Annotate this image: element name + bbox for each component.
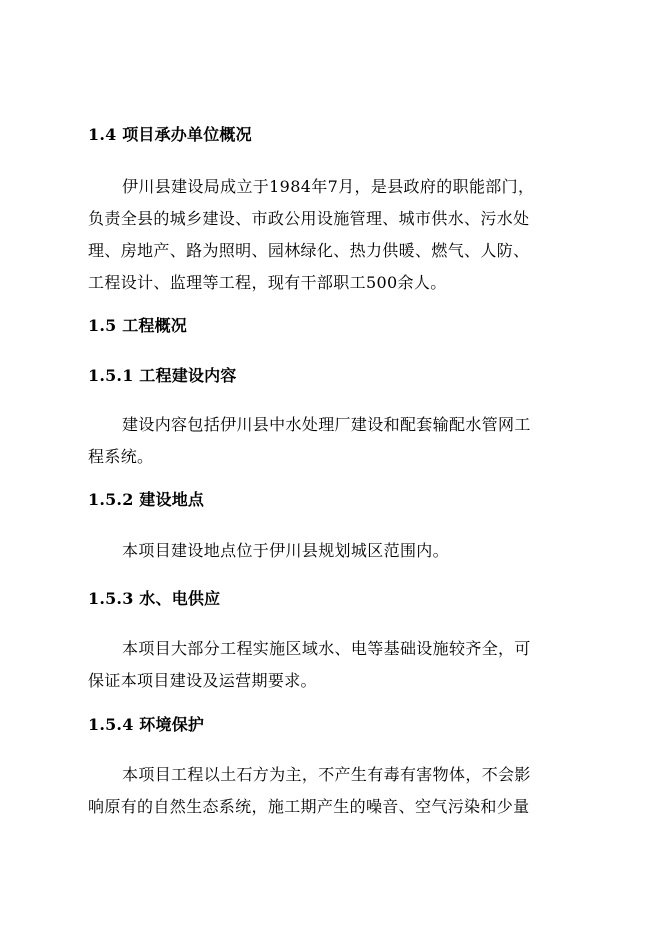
section-heading-1-5: 1.5 工程概况 bbox=[88, 316, 188, 335]
paragraph-line: 本项目大部分工程实施区域水、电等基础设施较齐全，可 bbox=[122, 639, 531, 658]
paragraph-line: 负责全县的城乡建设、市政公用设施管理、城市供水、污水处 bbox=[88, 209, 530, 228]
section-heading-1-5-2: 1.5.2 建设地点 bbox=[88, 490, 205, 509]
paragraph-line: 伊川县建设局成立于1984年7月，是县政府的职能部门， bbox=[122, 177, 535, 196]
section-heading-1-5-3: 1.5.3 水、电供应 bbox=[88, 589, 221, 608]
paragraph-line: 建设内容包括伊川县中水处理厂建设和配套输配水管网工 bbox=[122, 415, 531, 434]
paragraph-line: 理、房地产、路为照明、园林绿化、热力供暖、燃气、人防、 bbox=[88, 241, 530, 260]
paragraph-line: 工程设计、监理等工程，现有干部职工500余人。 bbox=[88, 273, 447, 292]
section-heading-1-5-4: 1.5.4 环境保护 bbox=[88, 715, 205, 734]
paragraph-line: 本项目建设地点位于伊川县规划城区范围内。 bbox=[122, 541, 450, 560]
paragraph-line: 程系统。 bbox=[88, 447, 154, 466]
section-heading-1-4: 1.4 项目承办单位概况 bbox=[88, 125, 252, 144]
paragraph-line: 本项目工程以土石方为主，不产生有毒有害物体，不会影 bbox=[122, 765, 531, 784]
paragraph-line: 保证本项目建设及运营期要求。 bbox=[88, 671, 317, 690]
paragraph-line: 响原有的自然生态系统，施工期产生的噪音、空气污染和少量 bbox=[88, 797, 530, 816]
section-heading-1-5-1: 1.5.1 工程建设内容 bbox=[88, 366, 237, 385]
